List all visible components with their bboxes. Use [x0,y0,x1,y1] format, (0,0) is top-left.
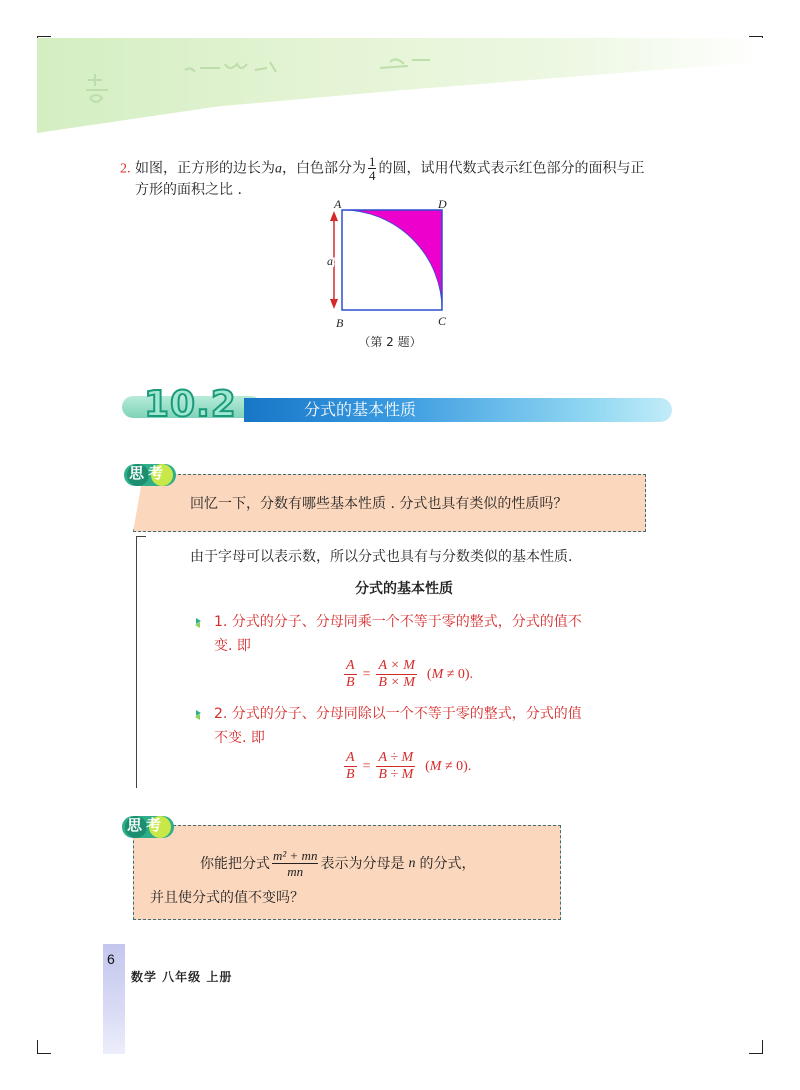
property-1-line-1: 1. 分式的分子、分母同乘一个不等于零的整式，分式的值不 [214,614,582,630]
crop-mark-bottom-left [37,1040,51,1054]
think2-line-1 [200,848,475,879]
formula1-rhs-den: B × M [378,675,416,690]
formula1-lhs [344,658,357,691]
formula-multiply [342,658,473,691]
think2-text: 表示为分母是 [320,855,405,872]
property-2-line-2: 不变. 即 [214,730,265,746]
content-top-rule [136,536,146,537]
formula1-condition [427,667,473,683]
header-decorative-math [60,50,480,120]
think2-line-2: 并且使分式的值不变吗？ [150,890,304,906]
formula1-lhs-num: A [346,658,355,673]
formula-divide [342,750,471,783]
bullet-arrows-icon [190,617,206,629]
property-title: 分式的基本性质 [355,581,453,597]
exercise-line-1 [120,155,644,182]
formula2-cond-var: M [429,758,442,774]
think2-fraction-denominator: mn [287,864,304,879]
exercise-line-2: 方形的面积之比 . [135,182,242,198]
page-number: 6 [107,951,115,967]
label-A: A [334,197,342,211]
property-2-line-1: 2. 分式的分子、分母同除以一个不等于零的整式，分式的值 [214,706,582,722]
think2-fraction-numerator: m² + mn [273,848,318,863]
figure-caption: （第 2 题） [358,335,422,349]
section-title: 分式的基本性质 [304,400,417,419]
label-B: B [336,316,344,330]
intro-text: 由于字母可以表示数，所以分式也具有与分数类似的基本性质. [190,549,573,565]
label-D: D [438,197,447,211]
formula1-rhs [376,658,416,691]
think2-fraction [272,848,318,879]
formula2-cond-rest: ≠ 0). [441,758,472,774]
formula1-rhs-num: A × M [378,658,415,673]
think2-text: 的分式， [419,855,476,872]
formula1-cond-rest: ≠ 0). [443,666,474,682]
content-left-rule [136,536,137,788]
label-C: C [438,314,447,328]
formula2-condition [425,759,471,775]
think-badge-label-2: 思考 [127,816,166,834]
exercise-text: ，白色部分为 [281,160,366,177]
shaded-region [342,210,442,310]
formula2-lhs-den: B [346,767,355,782]
fraction-numerator: 1 [368,154,376,169]
formula1-cond-open: ( [426,666,432,682]
formula2-lhs [344,750,357,783]
fraction-denominator: 4 [368,168,376,183]
section-number: 10.2 [144,384,237,425]
formula2-rhs [376,750,415,783]
formula2-equals: = [362,758,371,774]
variable-n: n [408,855,416,871]
formula1-equals: = [362,666,371,682]
book-title: 数学 八年级 上册 [131,970,233,984]
variable-a: a [274,161,282,177]
formula2-rhs-den: B ÷ M [378,767,414,782]
exercise-text: 如图，正方形的边长为 [134,160,275,177]
label-a-side: a [327,254,333,268]
crop-mark-bottom-right [749,1040,763,1054]
section-header [122,386,672,428]
think2-text: 你能把分式 [200,855,270,872]
bullet-arrows-icon [190,709,206,721]
think-badge-label-1: 思考 [129,464,168,482]
think1-question: 回忆一下，分数有哪些基本性质 . 分式也具有类似的性质吗？ [190,496,568,512]
formula1-lhs-den: B [346,675,355,690]
property-1-line-2: 变. 即 [214,638,251,654]
formula2-cond-open: ( [425,758,430,774]
formula2-rhs-num: A ÷ M [378,750,414,765]
square-quarter-circle-figure [320,195,460,345]
fraction-quarter [368,155,377,182]
formula2-lhs-num: A [346,750,355,765]
exercise-text: 的圆，试用代数式表示红色部分的面积与正 [378,160,645,177]
formula1-cond-var: M [431,666,444,682]
exercise-number: 2. [120,161,131,177]
